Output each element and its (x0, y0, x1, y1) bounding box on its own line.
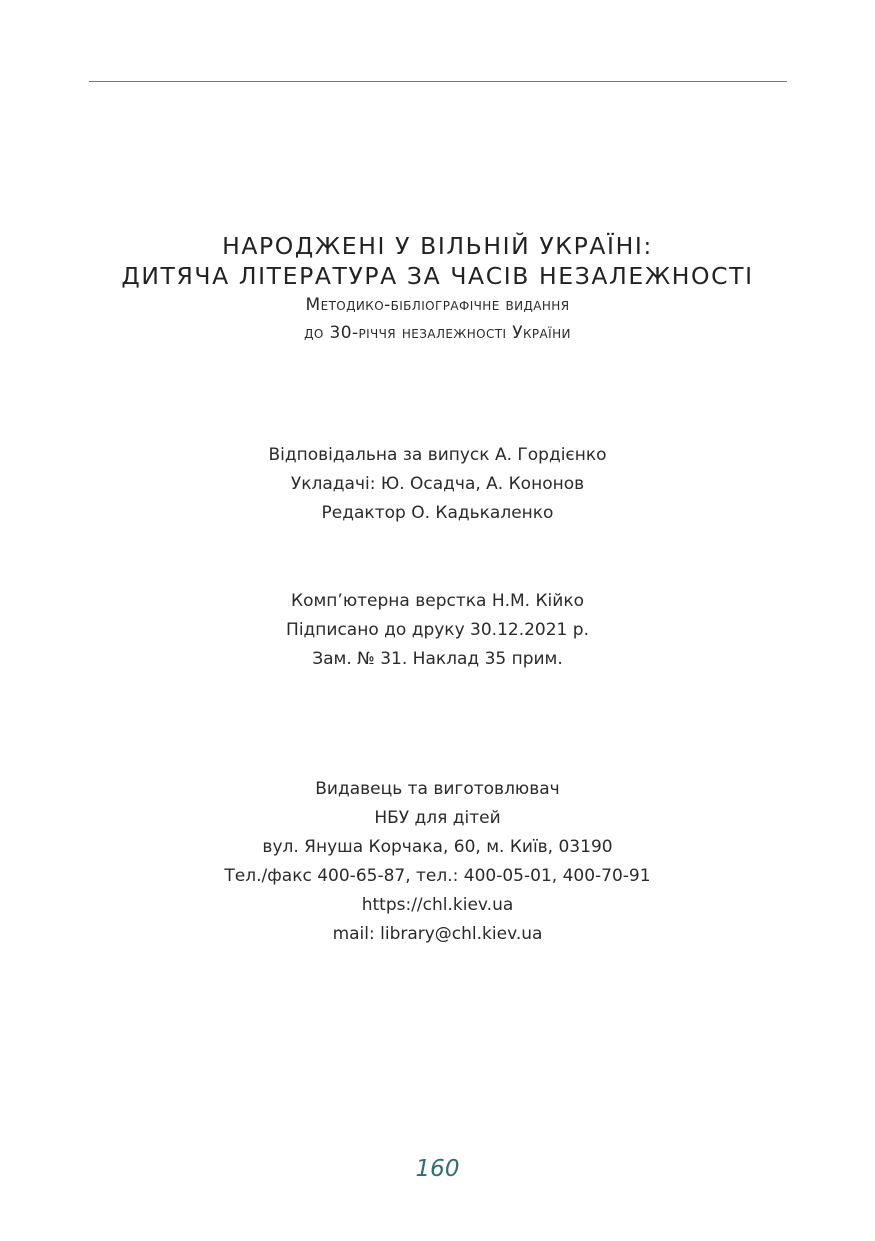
publisher-role: Видавець та виготовлювач (315, 779, 560, 799)
publisher-website: https://chl.kiev.ua (361, 895, 514, 915)
credit-compilers: Укладачі: Ю. Осадча, А. Кононов (290, 474, 585, 494)
print-order-run: Зам. № 31. Наклад 35 прим. (312, 649, 563, 669)
credit-responsible: Відповідальна за випуск А. Гордієнко (268, 445, 607, 465)
credits-block (0, 441, 875, 528)
credit-editor: Редактор О. Кадькаленко (321, 503, 554, 523)
header-rule (89, 81, 787, 82)
print-info-block (0, 587, 875, 674)
subtitle-line-1: Методико-бібліографічне видання (305, 295, 570, 315)
subtitle-line-2: до 30-річчя незалежності України (304, 323, 571, 343)
page-number: 160 (415, 1156, 460, 1182)
publisher-block (0, 775, 875, 949)
print-layout: Комп’ютерна верстка Н.М. Кійко (291, 591, 584, 611)
title-line-2: ДИТЯЧА ЛІТЕРАТУРА ЗА ЧАСІВ НЕЗАЛЕЖНОСТІ (121, 262, 754, 290)
print-signed-date: Підписано до друку 30.12.2021 р. (286, 620, 589, 640)
title-block (0, 231, 875, 347)
publisher-phones: Тел./факс 400-65-87, тел.: 400-05-01, 400-70-91 (224, 866, 651, 886)
publisher-email: mail: library@chl.kiev.ua (332, 924, 543, 944)
title-line-1: НАРОДЖЕНІ У ВІЛЬНІЙ УКРАЇНІ: (222, 232, 653, 260)
publisher-address: вул. Януша Корчака, 60, м. Київ, 03190 (262, 837, 613, 857)
publisher-name: НБУ для дітей (374, 808, 501, 828)
